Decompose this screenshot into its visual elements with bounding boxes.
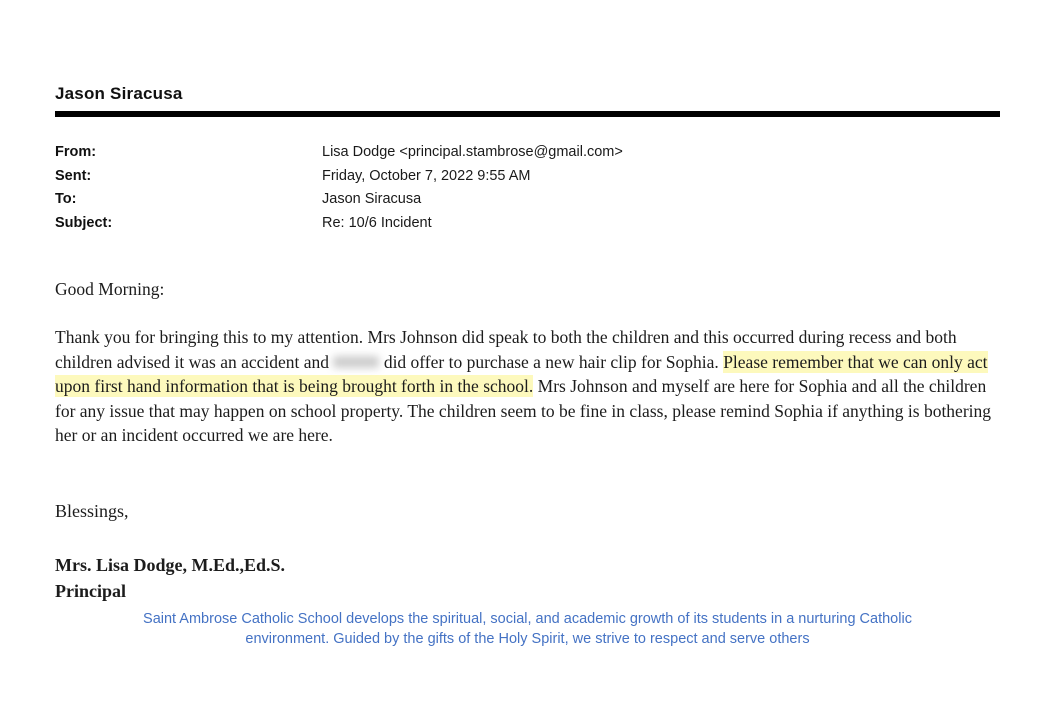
signature-title: Principal bbox=[55, 580, 126, 601]
main-paragraph bbox=[55, 325, 1000, 448]
subject-label: Subject: bbox=[55, 214, 113, 231]
paragraph-segment-before-redaction: Thank you for bringing this to my attention. Mrs Johnson did speak to both the children and this occurred during recess and both children advised it was an accident and bbox=[55, 327, 957, 372]
mailbox-owner-name: Jason Siracusa bbox=[55, 84, 183, 103]
highlighted-sentence: Please remember that we can only act upon first hand information that is being brought forth in the school. bbox=[55, 351, 988, 396]
from-label: From: bbox=[55, 144, 97, 160]
from-value: Lisa Dodge <principal.stambrose@gmail.com> bbox=[322, 144, 623, 160]
email-meta-header bbox=[55, 141, 1000, 235]
closing: Blessings, bbox=[55, 500, 129, 521]
meta-row-subject bbox=[55, 212, 1000, 236]
email-body bbox=[55, 277, 1000, 604]
to-value: Jason Siracusa bbox=[322, 191, 422, 207]
sent-value: Friday, October 7, 2022 9:55 AM bbox=[322, 167, 531, 184]
greeting: Good Morning: bbox=[55, 279, 165, 299]
school-motto-footer bbox=[55, 609, 1000, 649]
header-divider bbox=[55, 111, 1000, 117]
redacted-name-blur bbox=[333, 356, 379, 368]
subject-value: Re: 10/6 Incident bbox=[322, 214, 432, 231]
meta-row-to bbox=[55, 188, 1000, 212]
sent-label: Sent: bbox=[55, 167, 92, 184]
paragraph-segment-after-highlight: Mrs Johnson and myself are here for Sophia and all the children for any issue that may happen on school property. The children seem to be fine in class, please remind Sophia if anything is bothering her or an incident occurred we are here. bbox=[55, 376, 992, 445]
paragraph-segment-after-redaction: did offer to purchase a new hair clip for Sophia. bbox=[379, 351, 724, 372]
meta-row-from bbox=[55, 141, 1000, 165]
meta-row-sent bbox=[55, 165, 1000, 189]
motto-line-1: Saint Ambrose Catholic School develops the spiritual, social, and academic growth of its students in a nurturing Catholic bbox=[143, 610, 912, 627]
signature-name: Mrs. Lisa Dodge, M.Ed.,Ed.S. bbox=[55, 554, 286, 575]
motto-line-2: environment. Guided by the gifts of the Holy Spirit, we strive to respect and serve others bbox=[245, 630, 810, 647]
to-label: To: bbox=[55, 191, 77, 207]
